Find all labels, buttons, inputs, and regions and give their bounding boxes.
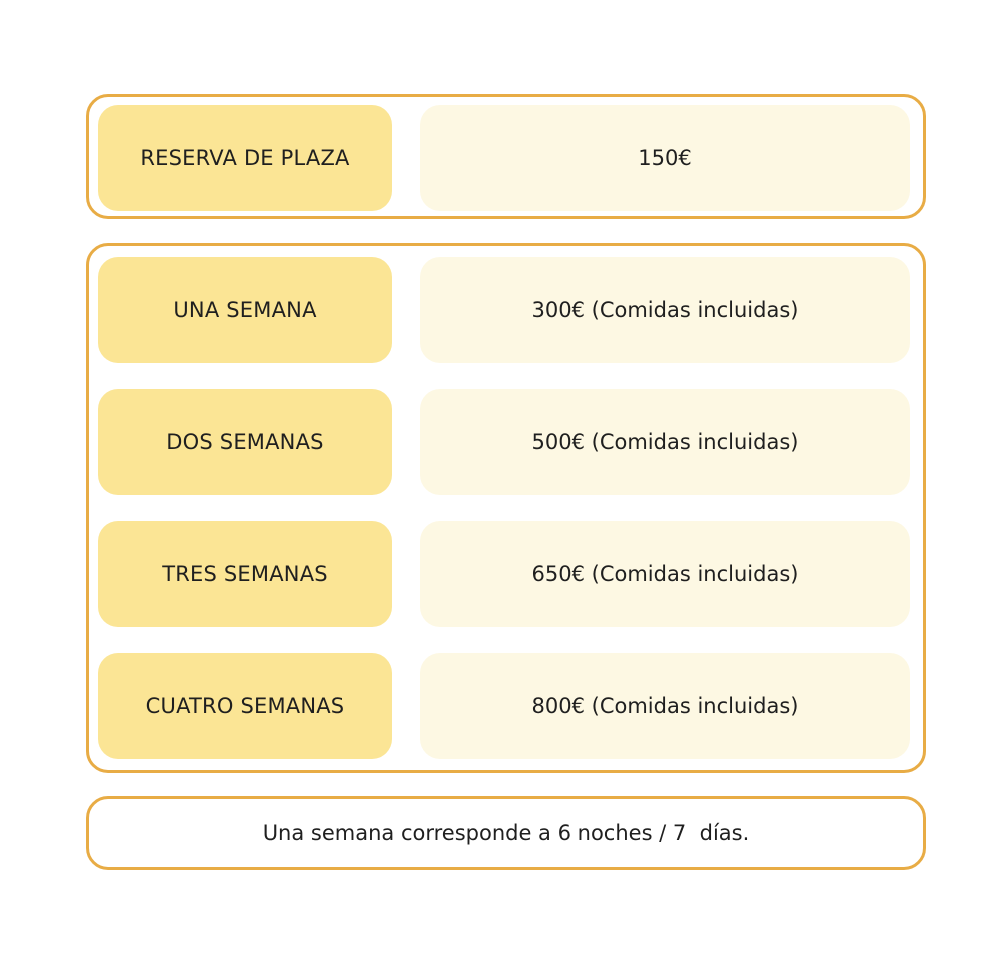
price-row-four-weeks (98, 653, 910, 759)
price-row-one-week (98, 257, 910, 363)
price-row-label: UNA SEMANA (98, 257, 392, 363)
price-row-label: TRES SEMANAS (98, 521, 392, 627)
reservation-label: RESERVA DE PLAZA (98, 105, 392, 211)
price-row-value: 650€ (Comidas incluidas) (420, 521, 910, 627)
price-row-value: 500€ (Comidas incluidas) (420, 389, 910, 495)
price-row-label: DOS SEMANAS (98, 389, 392, 495)
price-row-three-weeks (98, 521, 910, 627)
price-row-label: CUATRO SEMANAS (98, 653, 392, 759)
price-row-value: 800€ (Comidas incluidas) (420, 653, 910, 759)
note-frame (86, 796, 926, 870)
reservation-frame (86, 94, 926, 219)
price-row-two-weeks (98, 389, 910, 495)
week-definition-note: Una semana corresponde a 6 noches / 7 días. (262, 821, 750, 845)
price-row-value: 300€ (Comidas incluidas) (420, 257, 910, 363)
reservation-price: 150€ (420, 105, 910, 211)
reservation-row (98, 105, 910, 211)
weekly-prices-frame (86, 243, 926, 773)
